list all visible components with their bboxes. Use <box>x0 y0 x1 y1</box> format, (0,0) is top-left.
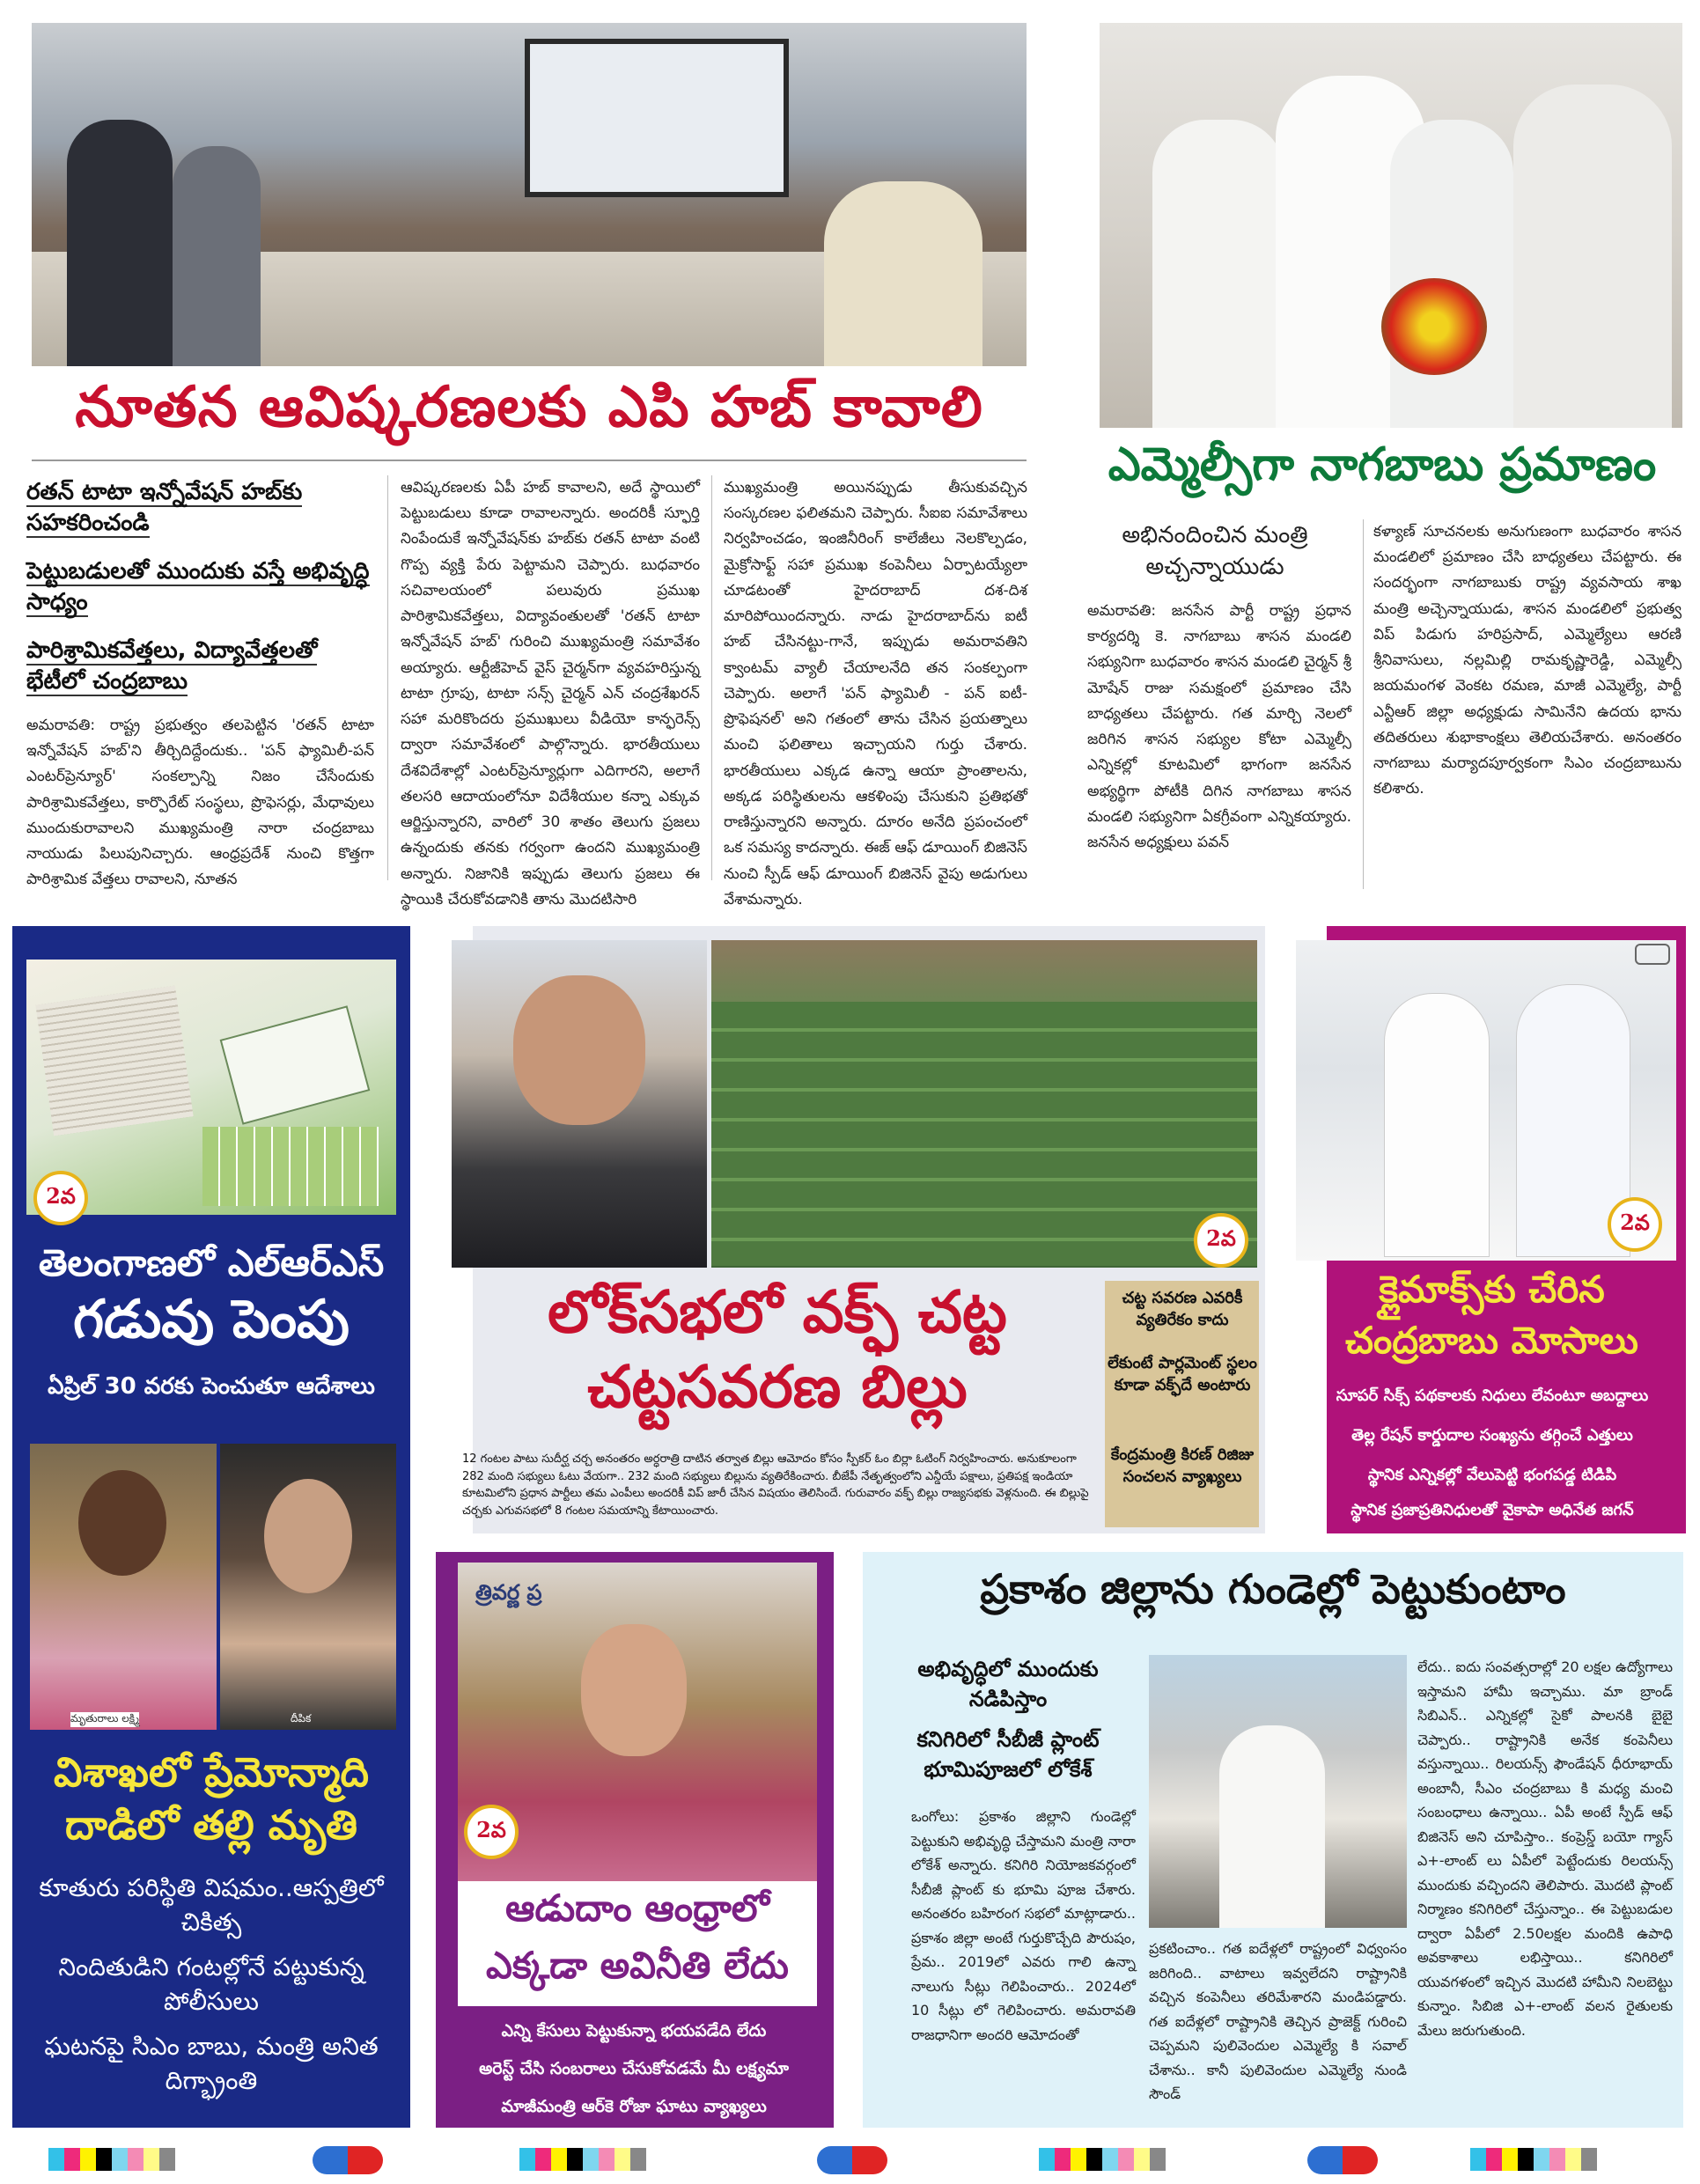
waqf-side-1: చట్ట సవరణ ఎవరికీ వ్యతిరేకం కాదు <box>1122 1289 1243 1330</box>
climax-line-2: తెల్ల రేషన్ కార్డుదాల సంఖ్యను తగ్గించే ఎత్తులు <box>1351 1426 1633 1445</box>
article1-column-3: ముఖ్యమంత్రి అయినప్పుడు తీసుకువచ్చిన సంస్కరణల ఫలితమని చెప్పారు. సీఐఐ సమావేశాలు నిర్వహించడం, ఇంజినీరింగ్ కాలేజీలు నెలకొల్పడం, మైక్రోసాఫ్ట్ సహా ప్రముఖ కంపెనీలు ఏర్పాటయ్యేలా చూడటంతో హైదరాబాద్ దశ-దిశ మారిపోయిందన్నారు. నాడు హైదరాబాద్‌ను ఐటీ హబ్ చేసినట్టు-గానే, ఇప్పుడు అమరావతిని క్వాంటమ్ వ్యాలీ చేయాలనేది తన సంకల్పంగా చెప్పారు. అలాగే 'పన్ ఫ్యామిలీ - పన్ ఐటీ- ప్రొఫెషనల్' అని గతంలో తాను చేసిన ప్రయత్నాలు మంచి ఫలితాలు ఇచ్చాయని గుర్తు చేశారు. భారతీయులు ఎక్కడ ఉన్నా ఆయా ప్రాంతాలను, అక్కడ పరిస్థితులను ఆకళింపు చేసుకుని ప్రతిభతో రాణిస్తున్నారని అన్నారు. దూరం అనేది ప్రపంచంలో ఒక సమస్య కాదన్నారు. ఈజ్ ఆఫ్ డూయింగ్ బిజినెస్ నుంచి స్పీడ్ ఆఫ్ డూయింగ్ బిజినెస్ వైపు అడుగులు వేశామన్నారు. <box>724 479 1027 908</box>
victim-photo <box>30 1444 217 1730</box>
page-badge-icon: 2వ <box>1194 1213 1248 1268</box>
vizag-line-3: ఘటనపై సిఎం బాబు, మంత్రి అనిత దిగ్భ్రాంతి <box>44 2032 379 2096</box>
color-bar <box>1470 2148 1597 2171</box>
roja-line-1: ఎన్ని కేసులు పెట్టుకున్నా భయపడేది లేదు <box>501 2021 767 2041</box>
loksabha-photo <box>711 940 1257 1268</box>
vizag-title-1: విశాఖలో ప్రేమోన్మాది <box>53 1748 370 1796</box>
page-badge-icon: 2వ <box>33 1171 88 1225</box>
article1-subhead-3: పారిశ్రామికవేత్తలు, విద్యావేత్తలతో భేటీలో చంద్రబాబు <box>26 637 318 695</box>
roja-line-3: మాజీమంత్రి ఆర్‌కె రోజా ఘాటు వ్యాఖ్యలు <box>501 2097 767 2116</box>
article2-column-1: అమరావతి: జనసేన పార్టీ రాష్ట్ర ప్రధాన కార్యదర్శి కె. నాగబాబు శాసన మండలి సభ్యునిగా బుధవారం శాసన మండలి చైర్మన్ శ్రీ మోషేన్ రాజు సమక్షంలో ప్రమాణం చేసి బాధ్యతలు చేపట్టారు. గత మార్చి నెలలో జరిగిన శాసన సభ్యుల కోటా ఎమ్మెల్సీ ఎన్నికల్లో కూటమిలో భాగంగా జనసేన అభ్యర్థిగా పోటీకి దిగిన నాగబాబు శాసన మండలి సభ్యునిగా ఏకగ్రీవంగా ఎన్నికయ్యారు. జనసేన అధ్యక్షులు పవన్ <box>1087 602 1351 852</box>
daughter-photo <box>220 1444 396 1730</box>
climax-line-1: సూపర్ సిక్స్ పథకాలకు నిధులు లేవంటూ అబద్దాలు <box>1336 1386 1649 1405</box>
article3-column-1: ఒంగోలు: ప్రకాశం జిల్లాని గుండెల్లో పెట్టుకుని అభివృద్ధి చేస్తామని మంత్రి నారా లోకేశ్ అన్నారు. కనిగిరి నియోజకవర్గంలో సీబీజీ ప్లాంట్ కు భూమి పూజ చేశారు. అనంతరం బహిరంగ సభలో మాట్లాడారు.. ప్రకాశం జిల్లా అంటే గుర్తుకొచ్చేది పౌరుషం, ప్రేమ.. 2019లో ఎవరు గాలి ఉన్నా నాలుగు సీట్లు గెలిపించారు.. 2024లో 10 సీట్లు లో గెలిపించారు. అమరావతి రాజధానిగా అందరి ఆమోదంతో <box>911 1808 1136 2043</box>
lrs-title-1: తెలంగాణలో ఎల్‌ఆర్‌ఎస్ <box>38 1241 385 1284</box>
article3-column-3: లేదు.. ఐదు సంవత్సరాల్లో 20 లక్షల ఉద్యోగాలు ఇస్తామని హామీ ఇచ్చాము. మా బ్రాండ్ సిబిఎన్.. ఎన్నికల్లో సైకో పాలనకి బైబై చెప్పారు.. రాష్ట్రానికి అనేక కంపెనీలు వస్తున్నాయి.. రిలయన్స్ ఫౌండేషన్ ధీరూభాయ్ అంబానీ, సీఎం చంద్రబాబు కి మధ్య మంచి సంబంధాలు ఉన్నాయి.. ఏపీ అంటే స్పీడ్ ఆఫ్ బిజినెస్ అని చూపిస్తాం.. కంప్రెస్డ్ బయో గ్యాస్ ఎ+-లాంట్ లు ఏపీలో పెట్టేందుకు రిలయన్స్ ముందుకు వచ్చిందని తెలిపారు. మొదటి ప్లాంట్ నిర్మాణం కనిగిరిలో చేస్తున్నాం.. ఈ పెట్టుబడుల ద్వారా ఏపీలో 2.50లక్షల మందికి ఉపాధి అవకాశాలు లభిస్తాయి.. కనిగిరిలో యువగళంలో ఇచ్చిన మొదటి హామీని నిలబెట్టు కున్నాం. సిబిజి ఎ+-లాంట్ వలన రైతులకు మేలు జరుగుతుంది. <box>1417 1658 1673 2039</box>
waqf-title-1: లోక్‌సభలో వక్ఫ్ చట్ట <box>548 1278 1007 1346</box>
article1-column-2: ఆవిష్కరణలకు ఏపీ హబ్ కావాలని, అదే స్థాయిలో పెట్టుబడులు కూడా రావాలన్నారు. అందరికీ స్ఫూర్తి నింపేందుకే ఇన్నోవేషన్‌కు హబ్‌కు రతన్ టాటా వంటి గొప్ప వ్యక్తి పేరు పెట్టామని చెప్పారు. బుధవారం సచివాలయంలో పలువురు ప్రముఖ పారిశ్రామికవేత్తలు, విద్యావంతులతో 'రతన్ టాటా ఇన్నోవేషన్ హబ్‌' గురించి ముఖ్యమంత్రి సమావేశం అయ్యారు. ఆర్టీజీహెచ్ వైస్ చైర్మన్‌గా వ్యవహరిస్తున్న టాటా గ్రూపు, టాటా సన్స్ చైర్మన్ ఎన్ చంద్రశేఖరన్ సహా మరికొందరు ప్రముఖులు వీడియో కాన్ఫరెన్స్ ద్వారా సమావేశంలో పాల్గొన్నారు. భారతీయులు దేశవిదేశాల్లో ఎంటర్‌ప్రెన్యూర్లుగా ఎదిగారని, అలాగే తలసరి ఆదాయంలోనూ విదేశీయుల కన్నా ఎక్కువ ఆర్జిస్తున్నారని, వారిలో 30 శాతం తెలుగు ప్రజలు ఉన్నందుకు తనకు గర్వంగా ఉందని ముఖ్యమంత్రి అన్నారు. నిజానికి ఇప్పుడు తెలుగు ప్రజలు ఈ స్థాయికి చేరుకోవడానికి తాను మొదటిసారి <box>401 479 700 908</box>
victim-caption: మృతురాలు లక్ష్మి <box>70 1712 139 1727</box>
meeting-photo <box>32 23 1027 366</box>
vizag-title-2: దాడిలో తల్లి మృతి <box>65 1801 357 1849</box>
roja-photo-text: త్రివర్ణ ప్ర <box>475 1580 542 1605</box>
column-rule <box>711 475 712 880</box>
registration-mark <box>1307 2146 1378 2174</box>
daughter-caption: దీపిక <box>291 1712 312 1724</box>
column-rule <box>387 475 388 880</box>
registration-mark <box>817 2146 887 2174</box>
climax-line-3: స్థానిక ఎన్నికల్లో వేలుపెట్టి భంగపడ్డ టిడిపి <box>1367 1466 1617 1484</box>
article3-column-2: ప్రకటించాం.. గత ఐదేళ్లలో రాష్ట్రంలో విధ్వంసం జరిగింది.. వాటాలు ఇవ్వలేదని రాష్ట్రానికి వచ్చిన కంపెనీలు తరిమేశారని మండిపడ్డారు. గత ఐదేళ్లలో రాష్ట్రానికి తెచ్చిన ప్రాజెక్ట్ గురించి చెప్పమని పులివెందుల ఎమ్మెల్యే కి సవాల్ చేశాను.. కానీ పులివెందుల ఎమ్మెల్యే నుండి సౌండ్ <box>1149 1940 1407 2103</box>
page-badge-icon: 2వ <box>1608 1197 1662 1252</box>
vizag-line-2: నిందితుడిని గంటల్లోనే పట్టుకున్న పోలీసులు <box>58 1952 364 2017</box>
article1-headline: నూతన ఆవిష్కరణలకు ఎపి హబ్ కావాలి <box>75 375 983 440</box>
nagababu-photo <box>1100 23 1682 428</box>
column-rule <box>1363 519 1364 889</box>
article1-column-1: అమరావతి: రాష్ట్ర ప్రభుత్వం తలపెట్టిన 'రతన్ టాటా ఇన్నోవేషన్ హబ్‌'ని తీర్చిదిద్దేందుకు.. 'పన్ ఫ్యామిలీ-పన్ ఎంటర్‌ప్రెన్యూర్' సంకల్పాన్ని నిజం చేసేందుకు పారిశ్రామికవేత్తలు, కార్పొరేట్ సంస్థలు, ప్రొఫెసర్లు, మేధావులు ముందుకురావాలని ముఖ్యమంత్రి నారా చంద్రబాబు నాయుడు పిలుపునిచ్చారు. ఆంధ్రప్రదేశ్ నుంచి కొత్తగా పారిశ్రామిక వేత్తలు రావాలని, నూతన <box>26 717 374 889</box>
waqf-title-2: చట్టసవరణ బిల్లు <box>587 1353 968 1421</box>
article3-subhead-1: అభివృద్ధిలో ముందుకు నడిపిస్తాం <box>917 1657 1099 1711</box>
article3-headline: ప్రకాశం జిల్లాను గుండెల్లో పెట్టుకుంటాం <box>980 1565 1566 1613</box>
climax-title-1: క్లైమాక్స్‌కు చేరిన <box>1379 1268 1605 1311</box>
roja-title-2: ఎక్కడా అవినీతి లేదు <box>486 1944 789 1987</box>
article1-subhead-2: పెట్టుబడులతో ముందుకు వస్తే అభివృద్ధి సాధ్యం <box>26 558 370 616</box>
roja-line-2: అరెస్ట్ చేసి సంబరాలు చేసుకోవడమే మీ లక్ష్యమా <box>479 2059 789 2078</box>
color-bar <box>519 2148 646 2171</box>
waqf-side-2: లేకుంటే పార్లమెంట్ స్థలం కూడా వక్ఫ్‌దే అంటారు <box>1108 1354 1257 1395</box>
article3-subhead-2: కనిగిరిలో సీబీజీ ప్లాంట్ భూమిపూజలో లోకేశ్ <box>916 1727 1100 1782</box>
camera-icon <box>1635 944 1670 965</box>
color-bar <box>48 2148 175 2171</box>
lrs-subtitle: ఏప్రిల్ 30 వరకు పెంచుతూ ఆదేశాలు <box>48 1373 375 1400</box>
roja-title-1: ఆడుదాం ఆంధ్రాలో <box>505 1886 769 1930</box>
waqf-summary: 12 గంటల పాటు సుదీర్ఘ చర్చ అనంతరం అర్ధరాత్రి దాటిన తర్వాత బిల్లు ఆమోదం కోసం స్పీకర్ ఓం బిర్లా ఓటింగ్ నిర్వహించారు. అనుకూలంగా 282 మంది సభ్యులు ఓటు వేయగా.. 232 మంది సభ్యులు బిల్లును వ్యతిరేకించారు. బీజేపీ నేతృత్వంలోని ఎన్డీయే పక్షాలు, ప్రతిపక్ష ఇండియా కూటమిలోని ప్రధాన పార్టీలు తమ ఎంపీలు అందరికీ విప్ జారీ చేసిన విషయం తెలిసిందే. గురువారం వక్ఫ్ బిల్లు రాజ్యసభకు వెళ్లనుంది. ఈ బిల్లుపై చర్చకు ఎగువసభలో 8 గంటల సమయాన్ని కేటాయించారు. <box>462 1452 1089 1518</box>
article1-divider <box>32 460 1027 461</box>
article2-subhead: అభినందించిన మంత్రి అచ్చన్నాయుడు <box>1122 522 1308 581</box>
lrs-photo <box>26 960 396 1215</box>
article2-column-2: కళ్యాణ్ సూచనలకు అనుగుణంగా బుధవారం శాసన మండలిలో ప్రమాణం చేసి బాధ్యతలు చేపట్టారు. ఈ సందర్భంగా నాగబాబుకు రాష్ట్ర వ్యవసాయ శాఖ మంత్రి అచ్చెన్నాయుడు, శాసన మండలిలో ప్రభుత్వ విప్ పిడుగు హరిప్రసాద్, ఎమ్మెల్యేలు ఆరణి శ్రీనివాసులు, నల్లమిల్లి రామకృష్ణారెడ్డి, ఎమ్మెల్సీ జయమంగళ వెంకట రమణ, మాజీ ఎమ్మెల్యే, పార్టీ ఎన్టీఆర్ జిల్లా అధ్యక్షుడు సామినేని ఉదయ భాను తదితరులు శుభాకాంక్షలు తెలియచేశారు. అనంతరం నాగబాబు మర్యాదపూర్వకంగా సిఎం చంద్రబాబును కలిశారు. <box>1373 523 1682 798</box>
waqf-side-3: కేంద్రమంత్రి కిరణ్ రిజిజు సంచలన వ్యాఖ్యలు <box>1110 1445 1255 1487</box>
lrs-title-2: గడువు పెంపు <box>73 1289 350 1350</box>
vizag-line-1: కూతురు పరిస్థితి విషమం..ఆస్పత్రిలో చికిత్స <box>39 1873 384 1938</box>
climax-line-4: స్థానిక ప్రజాప్రతినిధులతో వైకాపా అధినేత జగన్ <box>1350 1501 1634 1519</box>
climax-title-2: చంద్రబాబు మోసాలు <box>1345 1319 1638 1362</box>
page-badge-icon: 2వ <box>464 1805 519 1859</box>
speaker-photo <box>452 940 707 1268</box>
color-bar <box>1039 2148 1166 2171</box>
article1-subhead-1: రతన్ టాటా ఇన్నోవేషన్ హబ్‌కు సహకరించండి <box>26 479 303 537</box>
registration-mark <box>313 2146 383 2174</box>
article2-headline: ఎమ్మెల్సీగా నాగబాబు ప్రమాణం <box>1108 438 1657 491</box>
lokesh-photo <box>1149 1655 1407 1928</box>
